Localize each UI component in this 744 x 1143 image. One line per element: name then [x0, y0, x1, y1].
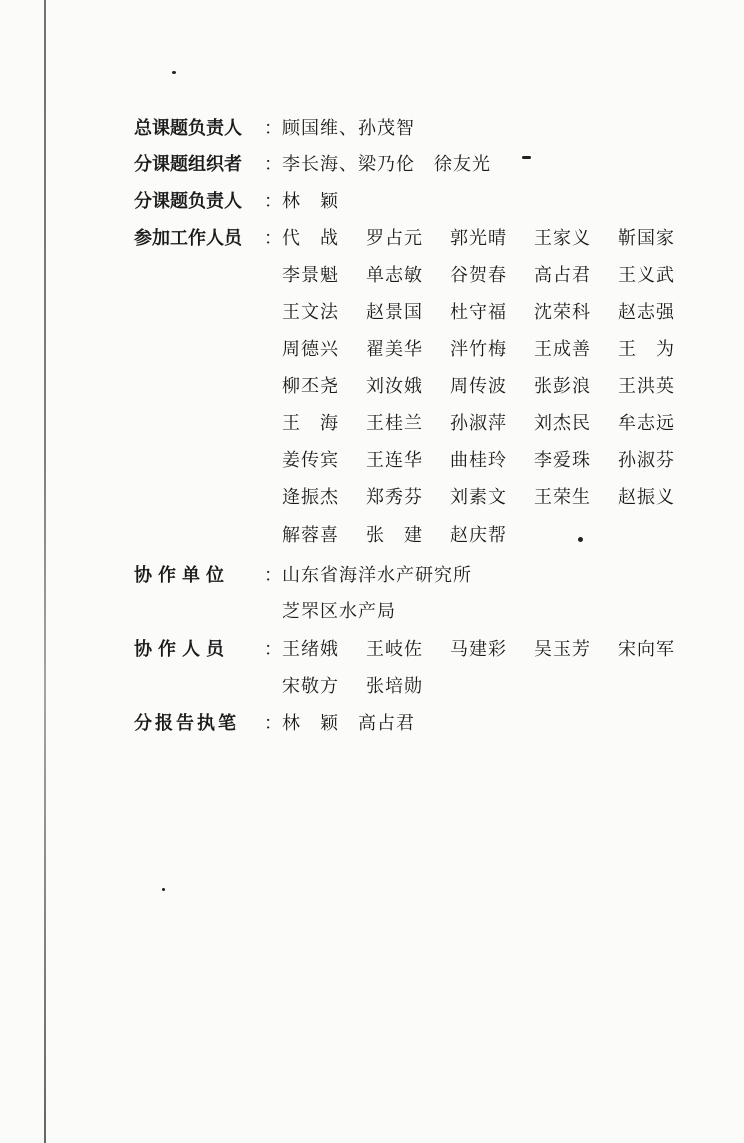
- credit-label: 总课题负责人: [134, 118, 242, 139]
- person-name: 曲桂玲: [450, 450, 507, 471]
- scan-speck: [172, 71, 176, 74]
- person-name: 王连华: [366, 450, 423, 471]
- person-name: 泮竹梅: [450, 339, 507, 360]
- person-name: 吴玉芳: [534, 639, 591, 660]
- credit-names: 顾国维、孙茂智: [282, 118, 415, 139]
- person-name: 郑秀芬: [366, 487, 423, 508]
- person-name: 逄振杰: [282, 487, 339, 508]
- name-row: [282, 483, 702, 509]
- scan-speck: [522, 156, 531, 159]
- person-name: 刘汝娥: [366, 376, 423, 397]
- person-name: 张 建: [366, 525, 423, 546]
- person-name: 翟美华: [366, 339, 423, 360]
- person-name: 沈荣科: [534, 302, 591, 323]
- person-name: 王文法: [282, 302, 339, 323]
- credit-label: 分报告执笔: [134, 713, 239, 734]
- colon: ：: [264, 639, 282, 660]
- person-name: 孙淑芬: [618, 450, 675, 471]
- person-name: 谷贺春: [450, 265, 507, 286]
- person-name: 赵景国: [366, 302, 423, 323]
- person-name: 刘素文: [450, 487, 507, 508]
- colon: ：: [264, 191, 282, 212]
- person-name: 王桂兰: [366, 413, 423, 434]
- scan-speck: [578, 537, 583, 542]
- person-name: 柳丕尧: [282, 376, 339, 397]
- person-name: 罗占元: [366, 228, 423, 249]
- person-name: 王义武: [618, 265, 675, 286]
- unit-name: 芝罘区水产局: [282, 601, 396, 622]
- name-row: [282, 261, 702, 287]
- person-name: 宋向军: [618, 639, 675, 660]
- credit-names: 林 颖: [282, 191, 339, 212]
- name-row: [282, 335, 702, 361]
- person-name: 高占君: [534, 265, 591, 286]
- colon: ：: [264, 118, 282, 139]
- person-name: 杜守福: [450, 302, 507, 323]
- person-name: 周德兴: [282, 339, 339, 360]
- person-name: 赵振义: [618, 487, 675, 508]
- credit-label: 分课题负责人: [134, 191, 242, 212]
- person-name: 李景魁: [282, 265, 339, 286]
- name-row: [282, 372, 702, 398]
- person-name: 王岐佐: [366, 639, 423, 660]
- person-name: 赵志强: [618, 302, 675, 323]
- credit-label: 协作人员: [134, 639, 230, 660]
- person-name: 王 为: [618, 339, 675, 360]
- person-name: 代 战: [282, 228, 339, 249]
- person-name: 姜传宾: [282, 450, 339, 471]
- person-name: 王家义: [534, 228, 591, 249]
- person-name: 张彭浪: [534, 376, 591, 397]
- person-name: 王绪娥: [282, 639, 339, 660]
- person-name: 宋敬方: [282, 676, 339, 697]
- person-name: 王 海: [282, 413, 339, 434]
- credit-label: 分课题组织者: [134, 154, 242, 175]
- colon: ：: [264, 154, 282, 175]
- person-name: 王洪英: [618, 376, 675, 397]
- person-name: 孙淑萍: [450, 413, 507, 434]
- name-row: [282, 521, 534, 547]
- colon: ：: [264, 565, 282, 586]
- name-row: [282, 672, 450, 698]
- person-name: 刘杰民: [534, 413, 591, 434]
- person-name: 赵庆帮: [450, 525, 507, 546]
- credit-label: 协作单位: [134, 565, 230, 586]
- scan-speck: [162, 888, 165, 891]
- name-row: [282, 298, 702, 324]
- colon: ：: [264, 228, 282, 249]
- person-name: 马建彩: [450, 639, 507, 660]
- person-name: 靳国家: [618, 228, 675, 249]
- unit-name: 山东省海洋水产研究所: [282, 565, 472, 586]
- person-name: 张培勋: [366, 676, 423, 697]
- person-name: 解蓉喜: [282, 525, 339, 546]
- person-name: 李爱珠: [534, 450, 591, 471]
- name-row: [282, 635, 702, 661]
- person-name: 郭光晴: [450, 228, 507, 249]
- scan-edge-line: [44, 0, 46, 1143]
- credit-names: 林 颖 高占君: [282, 713, 415, 734]
- credit-label: 参加工作人员: [134, 228, 242, 249]
- name-row: [282, 224, 702, 250]
- person-name: 牟志远: [618, 413, 675, 434]
- person-name: 周传波: [450, 376, 507, 397]
- colon: ：: [264, 713, 282, 734]
- credit-names: 李长海、梁乃伦 徐友光: [282, 154, 491, 175]
- person-name: 王荣生: [534, 487, 591, 508]
- name-row: [282, 446, 702, 472]
- name-row: [282, 409, 702, 435]
- person-name: 王成善: [534, 339, 591, 360]
- person-name: 单志敏: [366, 265, 423, 286]
